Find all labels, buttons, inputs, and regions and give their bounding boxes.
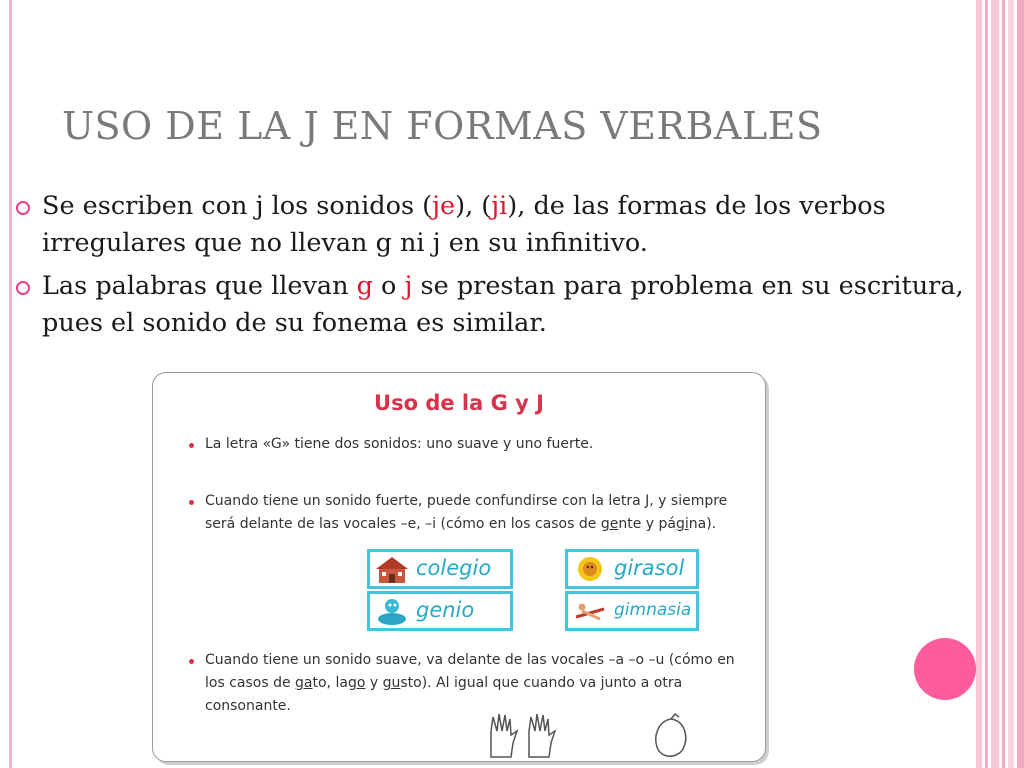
decorative-pink-circle — [914, 638, 976, 700]
bullet-circle-icon — [16, 281, 30, 295]
card-girasol: girasol — [565, 549, 699, 589]
embedded-paragraph-3: Cuando tiene un sonido suave, va delante de las vocales –a –o –u (cómo en los casos de gato, lago y gusto). Al igual que cuando va junto a otra consonante. — [205, 649, 745, 718]
genie-lamp-icon — [374, 597, 410, 627]
right-border-stripes — [976, 0, 1024, 768]
gymnast-icon — [572, 597, 608, 627]
bullet-dot-icon — [189, 500, 194, 505]
bullet-circle-icon — [16, 201, 30, 215]
bullet-item: Se escriben con j los sonidos (je), (ji), de las formas de los verbos irregulares que no llevan g ni j en su infinitivo. — [14, 188, 1004, 262]
embedded-slide-title: Uso de la G y J — [374, 391, 544, 415]
sunflower-icon — [572, 555, 608, 585]
bullet-dot-icon — [189, 659, 194, 664]
bullet-item: Las palabras que llevan g o j se prestan para problema en su escritura, pues el sonido de su fonema es similar. — [14, 268, 1004, 342]
bullet-list — [14, 188, 1004, 348]
school-house-icon — [374, 555, 410, 585]
embedded-paragraph-1: La letra «G» tiene dos sonidos: uno suave y uno fuerte. — [205, 433, 745, 456]
card-gimnasia: gimnasia — [565, 591, 699, 631]
card-colegio: colegio — [367, 549, 513, 589]
left-border-line — [9, 0, 12, 768]
embedded-slide-image — [152, 372, 766, 762]
mango-fruit-icon — [649, 713, 693, 761]
gloves-icon — [483, 709, 573, 759]
card-genio: genio — [367, 591, 513, 631]
embedded-paragraph-2: Cuando tiene un sonido fuerte, puede confundirse con la letra J, y siempre será delante de las vocales –e, –i (cómo en los casos de gente y página). — [205, 490, 745, 536]
bullet-dot-icon — [189, 443, 194, 448]
slide-title: USO DE LA J EN FORMAS VERBALES — [62, 104, 823, 148]
